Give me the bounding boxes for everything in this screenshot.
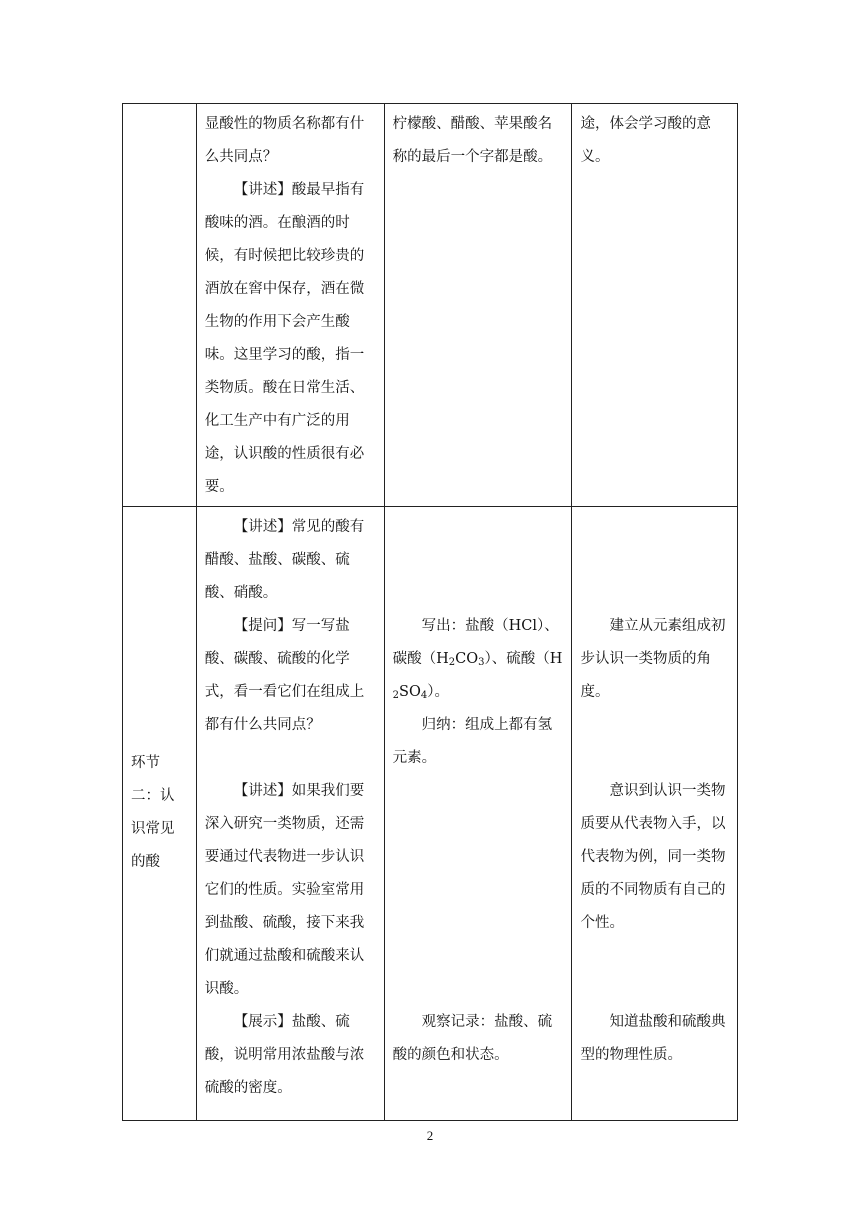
teacher-text: 【展示】盐酸、硫酸，说明常用浓盐酸与浓硫酸的密度。 bbox=[204, 1014, 365, 1096]
page-number: 2 bbox=[426, 1128, 434, 1143]
teacher-text: 【讲述】如果我们要深入研究一类物质，还需要通过代表物进一步认识它们的性质。实验室常用到盐酸、硫酸，接下来我们就通过盐酸和硫酸来认识酸。 bbox=[204, 783, 365, 997]
intent-text: 知道盐酸和硫酸典型的物理性质。 bbox=[580, 1014, 726, 1063]
teacher-text: 【提问】写一写盐酸、碳酸、硫酸的化学式，看一看它们在组成上都有什么共同点？ bbox=[204, 618, 365, 733]
teacher-text: 显酸性的物质名称都有什么共同点？ bbox=[204, 116, 365, 165]
lesson-plan-table bbox=[122, 103, 738, 1121]
spacer bbox=[580, 709, 729, 775]
stage-cell bbox=[123, 507, 197, 1121]
intent-text: 建立从元素组成初步认识一类物质的角度。 bbox=[580, 618, 726, 700]
spacer bbox=[580, 940, 729, 1006]
student-text: 归纳：组成上都有氢元素。 bbox=[392, 717, 553, 766]
teacher-activity-cell bbox=[196, 507, 384, 1121]
spacer bbox=[205, 742, 376, 775]
table-row bbox=[123, 104, 738, 507]
design-intent-cell bbox=[572, 507, 738, 1121]
spacer bbox=[580, 511, 729, 610]
table-row bbox=[123, 507, 738, 1121]
intent-text: 途，体会学习酸的意义。 bbox=[580, 116, 711, 165]
intent-text: 意识到认识一类物质要从代表物入手，以代表物为例，同一类物质的不同物质有自己的个性。 bbox=[580, 783, 726, 931]
student-activity-cell bbox=[384, 104, 572, 507]
chemical-formulas-text: 写出：盐酸（HCl）、碳酸$(H_2CO_3)$、硫酸$(H_2SO_4)$。 bbox=[392, 618, 563, 701]
teacher-text: 【讲述】常见的酸有醋酸、盐酸、碳酸、硫酸、硝酸。 bbox=[204, 519, 365, 601]
spacer bbox=[393, 511, 564, 610]
student-text: 观察记录：盐酸、硫酸的颜色和状态。 bbox=[392, 1014, 553, 1063]
teacher-activity-cell bbox=[196, 104, 384, 507]
student-text: 柠檬酸、醋酸、苹果酸名称的最后一个字都是酸。 bbox=[392, 116, 553, 165]
stage-label: 环节二：认识常见的酸 bbox=[131, 754, 175, 870]
student-activity-cell bbox=[384, 507, 572, 1121]
teacher-text: 【讲述】酸最早指有酸味的酒。在酿酒的时候，有时候把比较珍贵的酒放在窖中保存，酒在微生物的作用下会产生酸味。这里学习的酸，指一类物质。酸在日常生活、化工生产中有广泛的用途，认识酸的性质很有必要。 bbox=[204, 182, 365, 495]
spacer bbox=[393, 775, 564, 1006]
design-intent-cell bbox=[572, 104, 738, 507]
stage-cell bbox=[123, 104, 197, 507]
